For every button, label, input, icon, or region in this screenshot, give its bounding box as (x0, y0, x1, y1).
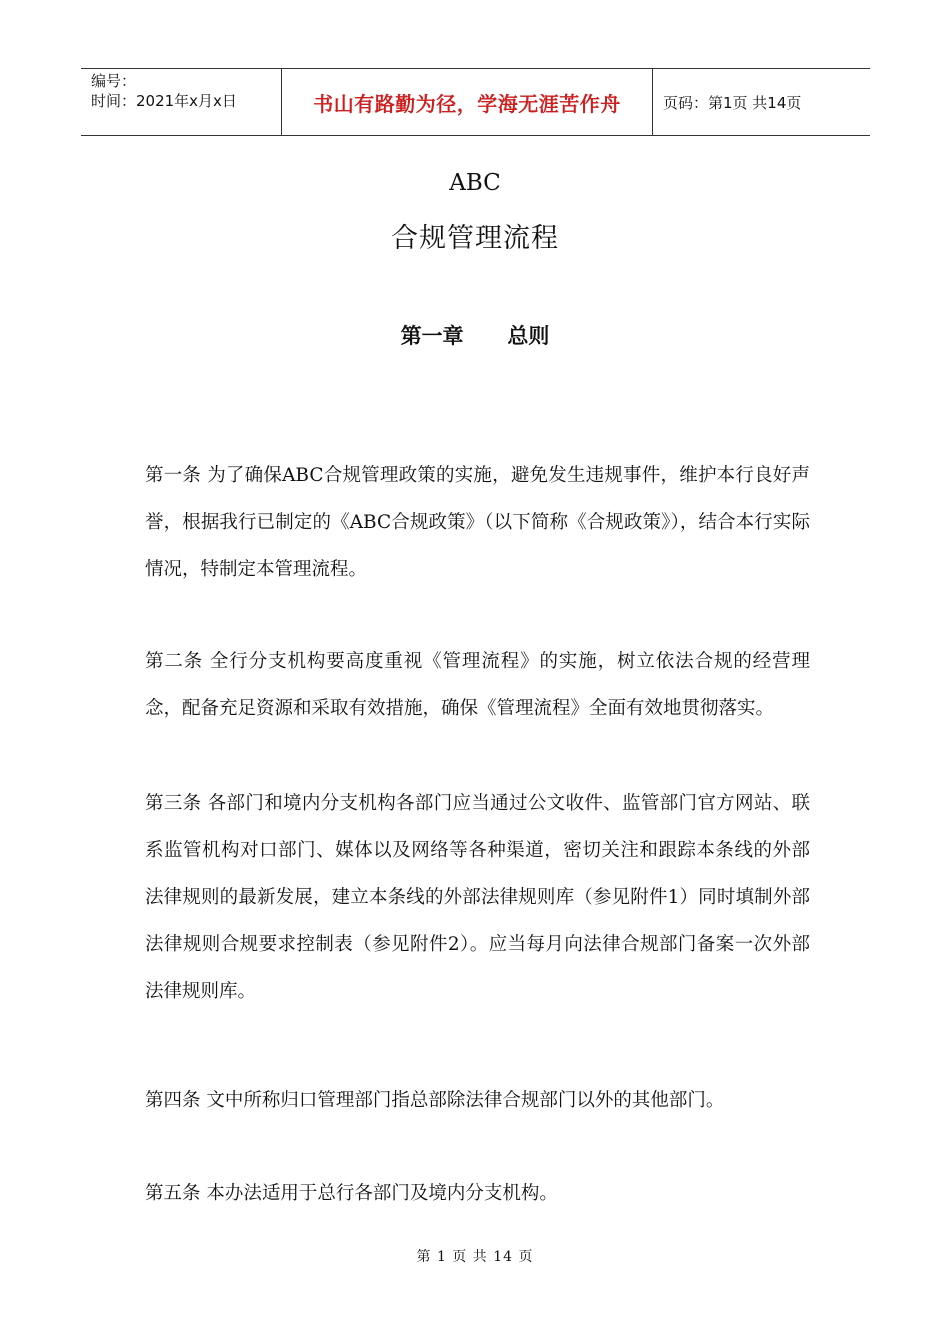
footer-page-number: 第 1 页 共 14 页 (416, 1249, 534, 1265)
article-4: 第四条 文中所称归口管理部门指总部除法律合规部门以外的其他部门。 (145, 1090, 725, 1111)
header-motto: 书山有路勤为径，学海无涯苦作舟 (281, 69, 653, 135)
header-table (81, 68, 870, 136)
document-title: 合规管理流程 (391, 223, 559, 254)
article-3: 第三条 各部门和境内分支机构各部门应当通过公文收件、监管部门官方网站、联系监管机构对口部门、媒体以及网络等各种渠道，密切关注和跟踪本条线的外部法律规则的最新发展，建立本条线的外部法律规则库（参见附件1）同时填制外部法律规则合规要求控制表（参见附件2）。应当每月向法律合规部门备案一次外部法律规则库。 (145, 793, 810, 1002)
article-2: 第二条 全行分支机构要高度重视《管理流程》的实施，树立依法合规的经营理念，配备充足资源和采取有效措施，确保《管理流程》全面有效地贯彻落实。 (145, 651, 810, 719)
header-info-cell (81, 69, 281, 135)
chapter-heading: 第一章 总则 (400, 323, 550, 348)
article-5: 第五条 本办法适用于总行各部门及境内分支机构。 (145, 1183, 558, 1204)
header-page-info: 页码：第1页 共14页 (663, 93, 802, 112)
article-1: 第一条 为了确保ABC合规管理政策的实施，避免发生违规事件，维护本行良好声誉，根据我行已制定的《ABC合规政策》（以下简称《合规政策》），结合本行实际情况，特制定本管理流程。 (145, 465, 810, 580)
document-number-label: 编号： (91, 72, 137, 90)
document-title-org: ABC (449, 170, 501, 196)
document-time-label: 时间：2021年x月x日 (91, 92, 237, 110)
